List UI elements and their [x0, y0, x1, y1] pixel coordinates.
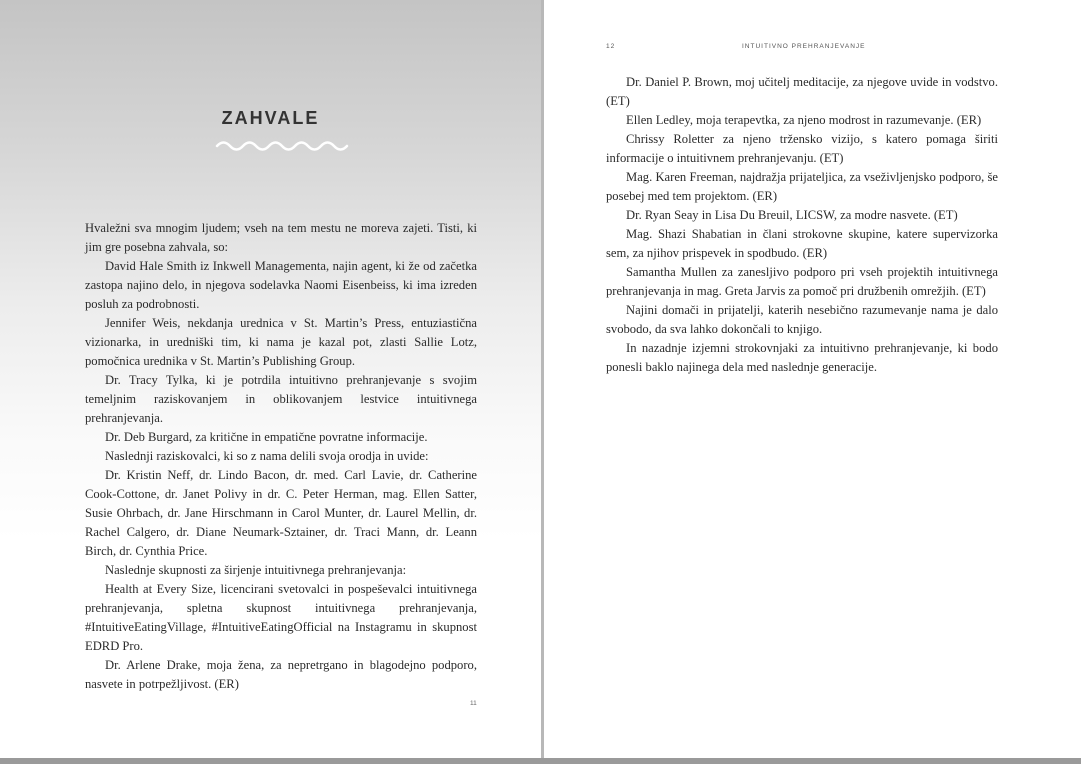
left-page-text: [85, 219, 477, 694]
paragraph: Naslednje skupnosti za širjenje intuitivnega prehranjevanja:: [105, 563, 407, 577]
wave-ornament-icon: [215, 138, 353, 154]
paragraph: Dr. Tracy Tylka, ki je potrdila intuitivno prehranjevanje s svojim temeljnim raziskovanjem in oblikovanjem lestvice intuitivnega prehranjevanja.: [85, 373, 477, 425]
paragraph: Dr. Ryan Seay in Lisa Du Breuil, LICSW, za modre nasvete. (ET): [626, 208, 958, 222]
paragraph: Naslednji raziskovalci, ki so z nama delili svoja orodja in uvide:: [105, 449, 429, 463]
page-bottom-edge: [0, 758, 1081, 764]
paragraph: In nazadnje izjemni strokovnjaki za intuitivno prehranjevanje, ki bodo ponesli baklo najinega dela med naslednje generacije.: [606, 341, 998, 374]
paragraph: Chrissy Roletter za njeno tržensko vizijo, s katero pomaga širiti informacije o intuitivnem prehranjevanju. (ET): [606, 132, 998, 165]
paragraph: Mag. Shazi Shabatian in člani strokovne skupine, katere supervizorka sem, za njihov prispevek in spodbudo. (ER): [606, 227, 998, 260]
paragraph: Hvaležni sva mnogim ljudem; vseh na tem mestu ne moreva zajeti. Tisti, ki jim gre posebna zahvala, so:: [85, 221, 477, 254]
paragraph: Samantha Mullen za zanesljivo podporo pri vseh projektih intuitivnega prehranjevanja in mag. Greta Jarvis za pomoč pri družbenih omrežjih. (ET): [606, 265, 998, 298]
paragraph: Mag. Karen Freeman, najdražja prijateljica, za vseživljenjsko podporo, še posebej med tem projektom. (ER): [606, 170, 998, 203]
paragraph: Dr. Deb Burgard, za kritične in empatične povratne informacije.: [105, 430, 428, 444]
paragraph: Jennifer Weis, nekdanja urednica v St. Martin’s Press, entuziastična vizionarka, in uredniški tim, ki nama je kazal pot, zlasti Sallie Lotz, pomočnica urednika v St. Martin’s Publishing Group.: [85, 316, 477, 368]
right-page-text: [606, 73, 998, 377]
left-page-number: 11: [470, 700, 477, 707]
paragraph: Dr. Arlene Drake, moja žena, za nepretrgano in blagodejno podporo, nasvete in potrpežljivost. (ER): [85, 658, 477, 691]
chapter-title: ZAHVALE: [221, 108, 320, 128]
running-head: INTUITIVNO PREHRANJEVANJE: [742, 43, 866, 50]
paragraph: David Hale Smith iz Inkwell Managementa, najin agent, ki že od začetka zastopa najino delo, in njegova sodelavka Naomi Eisenbeiss, ki ima izreden posluh za podrobnosti.: [85, 259, 477, 311]
paragraph: Health at Every Size, licencirani svetovalci in pospeševalci intuitivnega prehranjevanja, spletna skupnost intuitivnega prehranjevanja, #IntuitiveEatingVillage, #IntuitiveEatingOfficial na Instagramu in skupnost EDRD Pro.: [85, 582, 477, 653]
paragraph: Ellen Ledley, moja terapevtka, za njeno modrost in razumevanje. (ER): [626, 113, 982, 127]
paragraph: Dr. Kristin Neff, dr. Lindo Bacon, dr. med. Carl Lavie, dr. Catherine Cook-Cottone, dr. Janet Polivy in dr. C. Peter Herman, mag. Ellen Satter, Susie Ohrbach, dr. Jane Hirschmann in Carol Munter, dr. Laurel Mellin, dr. Rachel Calgero, dr. Diane Neumark-Sztainer, dr. Traci Mann, dr. Leann Birch, dr. Cynthia Price.: [85, 468, 477, 558]
paragraph: Dr. Daniel P. Brown, moj učitelj meditacije, za njegove uvide in vodstvo. (ET): [606, 75, 998, 108]
right-page-number: 12: [606, 43, 616, 50]
paragraph: Najini domači in prijatelji, katerih nesebično razumevanje nama je dalo svobodo, da sva lahko dokončali to knjigo.: [606, 303, 998, 336]
